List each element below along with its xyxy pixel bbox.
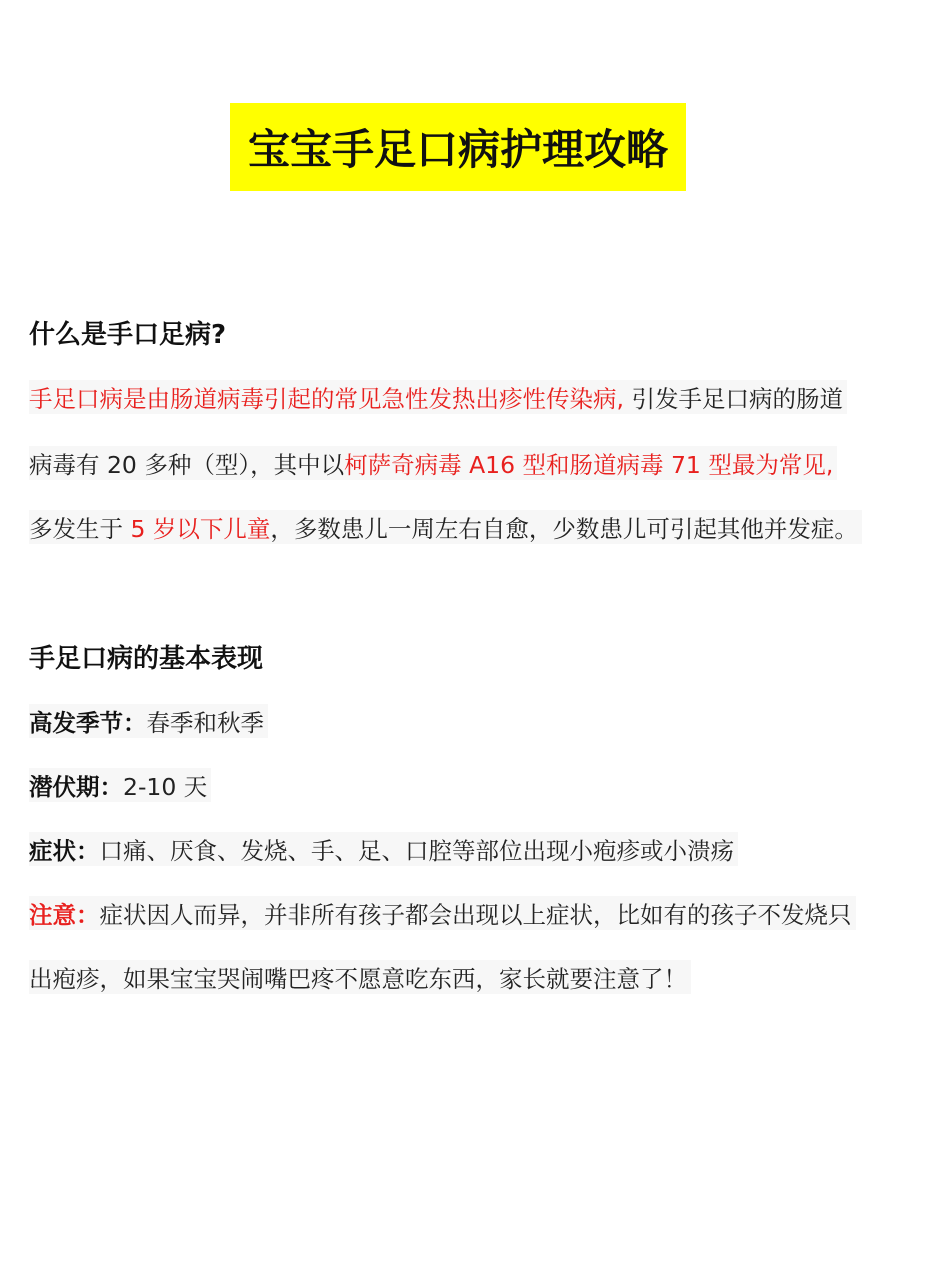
intro-line-2-normal: 病毒有 20 多种（型），其中以 — [29, 451, 345, 479]
symptoms-row — [29, 832, 738, 866]
note-row-2 — [29, 960, 691, 994]
intro-line-1 — [29, 380, 847, 414]
intro-line-3-red: 5 岁以下儿童 — [130, 515, 271, 543]
intro-line-1-red: 手足口病是由肠道病毒引起的常见急性发热出疹性传染病, — [29, 385, 624, 413]
season-value: 春季和秋季 — [146, 709, 264, 737]
incubation-row — [29, 768, 211, 802]
intro-line-3 — [29, 510, 862, 544]
incubation-label: 潜伏期： — [29, 773, 123, 801]
incubation-value: 2-10 天 — [123, 773, 208, 801]
season-label: 高发季节： — [29, 709, 147, 737]
title-banner — [230, 103, 686, 191]
note-label: 注意： — [29, 901, 100, 929]
intro-line-2 — [29, 446, 837, 480]
intro-line-3-normal-b: ，多数患儿一周左右自愈，少数患儿可引起其他并发症。 — [270, 515, 858, 543]
section-heading-symptoms: 手足口病的基本表现 — [29, 644, 264, 674]
note-value-1: 症状因人而异，并非所有孩子都会出现以上症状，比如有的孩子不发烧只 — [99, 901, 852, 929]
note-row-1 — [29, 896, 856, 930]
intro-line-1-normal: 引发手足口病的肠道 — [623, 385, 843, 413]
symptoms-value: 口痛、厌食、发烧、手、足、口腔等部位出现小疱疹或小溃疡 — [99, 837, 734, 865]
note-value-2: 出疱疹，如果宝宝哭闹嘴巴疼不愿意吃东西，家长就要注意了！ — [29, 965, 687, 993]
section-heading-what-is: 什么是手口足病? — [29, 320, 227, 350]
page-title: 宝宝手足口病护理攻略 — [247, 125, 668, 174]
intro-line-3-normal-a: 多发生于 — [29, 515, 131, 543]
season-row — [29, 704, 268, 738]
symptoms-label: 症状： — [29, 837, 100, 865]
intro-line-2-red: 柯萨奇病毒 A16 型和肠道病毒 71 型最为常见, — [344, 451, 834, 479]
